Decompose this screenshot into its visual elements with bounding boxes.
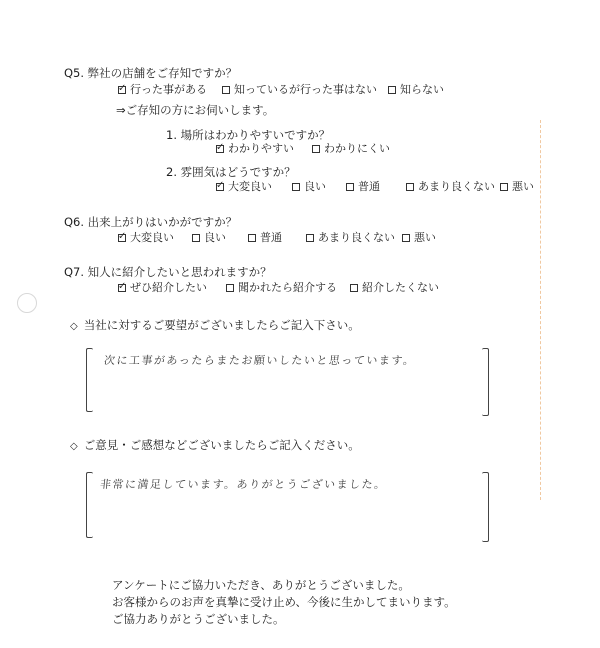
- checkbox-checked-icon[interactable]: [118, 86, 126, 94]
- q6-option-label: あまり良くない: [318, 231, 395, 244]
- q5-sub2-option-label: 良い: [304, 180, 326, 193]
- q5-sub2-option-label: あまり良くない: [418, 180, 495, 193]
- checkbox-icon[interactable]: [500, 183, 508, 191]
- q5-sub2-option-label: 大変良い: [228, 180, 272, 193]
- request-prompt: [70, 318, 360, 334]
- q5-sub2-option-3[interactable]: [346, 180, 380, 193]
- checkbox-icon[interactable]: [312, 145, 320, 153]
- redacted-area: [420, 20, 590, 140]
- q6-option-2[interactable]: [192, 231, 226, 244]
- opinion-answer[interactable]: 非常に満足しています。ありがとうございました。: [99, 478, 388, 491]
- q7-option-label: 紹介したくない: [362, 281, 439, 294]
- q7-option-label: 聞かれたら紹介する: [238, 281, 337, 294]
- q6-option-label: 悪い: [414, 231, 436, 244]
- q5-option-label: 知らない: [400, 83, 444, 96]
- opinion-box-right-bracket: [482, 472, 489, 542]
- q5-option-been[interactable]: [118, 83, 207, 96]
- checkbox-icon[interactable]: [192, 234, 200, 242]
- checkbox-icon[interactable]: [406, 183, 414, 191]
- q7-option-2[interactable]: [226, 281, 337, 294]
- checkbox-icon[interactable]: [388, 86, 396, 94]
- checkbox-icon[interactable]: [226, 284, 234, 292]
- q7-option-label: ぜひ紹介したい: [130, 281, 207, 294]
- q5-sub2-option-2[interactable]: [292, 180, 326, 193]
- q6-option-1[interactable]: [118, 231, 174, 244]
- diamond-bullet-icon: ◇: [70, 441, 78, 452]
- diamond-bullet-icon: ◇: [70, 321, 78, 332]
- q5-sub1-option-easy[interactable]: [216, 142, 294, 155]
- closing-line-3: ご協力ありがとうございました。: [112, 612, 285, 626]
- request-answer[interactable]: 次に工事があったらまたお願いしたいと思っています。: [103, 354, 417, 367]
- q5-follow-up: ⇒ご存知の方にお伺いします。: [116, 103, 275, 117]
- q5-sub2-option-label: 普通: [358, 180, 380, 193]
- q6-option-5[interactable]: [402, 231, 436, 244]
- q5-option-label: 知っているが行った事はない: [234, 83, 377, 96]
- checkbox-checked-icon[interactable]: [216, 183, 224, 191]
- opinion-box-left-bracket: [86, 472, 93, 538]
- q5-question: Q5. 弊社の店舗をご存知ですか？: [64, 66, 238, 80]
- q6-option-label: 普通: [260, 231, 282, 244]
- checkbox-checked-icon[interactable]: [118, 234, 126, 242]
- q6-option-label: 大変良い: [130, 231, 174, 244]
- q5-sub2-option-4[interactable]: [406, 180, 495, 193]
- q6-option-label: 良い: [204, 231, 226, 244]
- margin-guide-line: [540, 120, 541, 500]
- checkbox-checked-icon[interactable]: [216, 145, 224, 153]
- checkbox-icon[interactable]: [248, 234, 256, 242]
- checkbox-icon[interactable]: [306, 234, 314, 242]
- request-box-right-bracket: [482, 348, 489, 416]
- q5-option-known[interactable]: [222, 83, 377, 96]
- q7-option-1[interactable]: [118, 281, 207, 294]
- q5-option-unknown[interactable]: [388, 83, 444, 96]
- q7-question: Q7. 知人に紹介したいと思われますか？: [64, 265, 272, 279]
- q5-sub2-option-label: 悪い: [512, 180, 534, 193]
- q5-sub1-question: 1. 場所はわかりやすいですか？: [166, 128, 331, 142]
- q5-option-label: 行った事がある: [130, 83, 207, 96]
- request-box-left-bracket: [86, 348, 93, 412]
- checkbox-icon[interactable]: [346, 183, 354, 191]
- q5-sub1-option-hard[interactable]: [312, 142, 390, 155]
- q6-option-3[interactable]: [248, 231, 282, 244]
- opinion-prompt: [70, 438, 360, 454]
- opinion-prompt-text: ご意見・ご感想などございましたらご記入ください。: [83, 438, 360, 452]
- closing-line-2: お客様からのお声を真摯に受け止め、今後に生かしてまいります。: [112, 595, 456, 609]
- q5-sub2-question: 2. 雰囲気はどうですか？: [166, 165, 296, 179]
- checkbox-checked-icon[interactable]: [118, 284, 126, 292]
- punch-hole: [17, 293, 37, 313]
- checkbox-icon[interactable]: [222, 86, 230, 94]
- q5-sub2-option-1[interactable]: [216, 180, 272, 193]
- q5-sub2-option-5[interactable]: [500, 180, 534, 193]
- q6-option-4[interactable]: [306, 231, 395, 244]
- checkbox-icon[interactable]: [292, 183, 300, 191]
- checkbox-icon[interactable]: [402, 234, 410, 242]
- q5-sub1-option-label: わかりやすい: [228, 142, 294, 155]
- q5-sub1-option-label: わかりにくい: [324, 142, 390, 155]
- request-prompt-text: 当社に対するご要望がございましたらご記入下さい。: [83, 318, 360, 332]
- closing-line-1: アンケートにご協力いただき、ありがとうございました。: [112, 578, 410, 592]
- checkbox-icon[interactable]: [350, 284, 358, 292]
- q6-question: Q6. 出来上がりはいかがですか？: [64, 215, 238, 229]
- q7-option-3[interactable]: [350, 281, 439, 294]
